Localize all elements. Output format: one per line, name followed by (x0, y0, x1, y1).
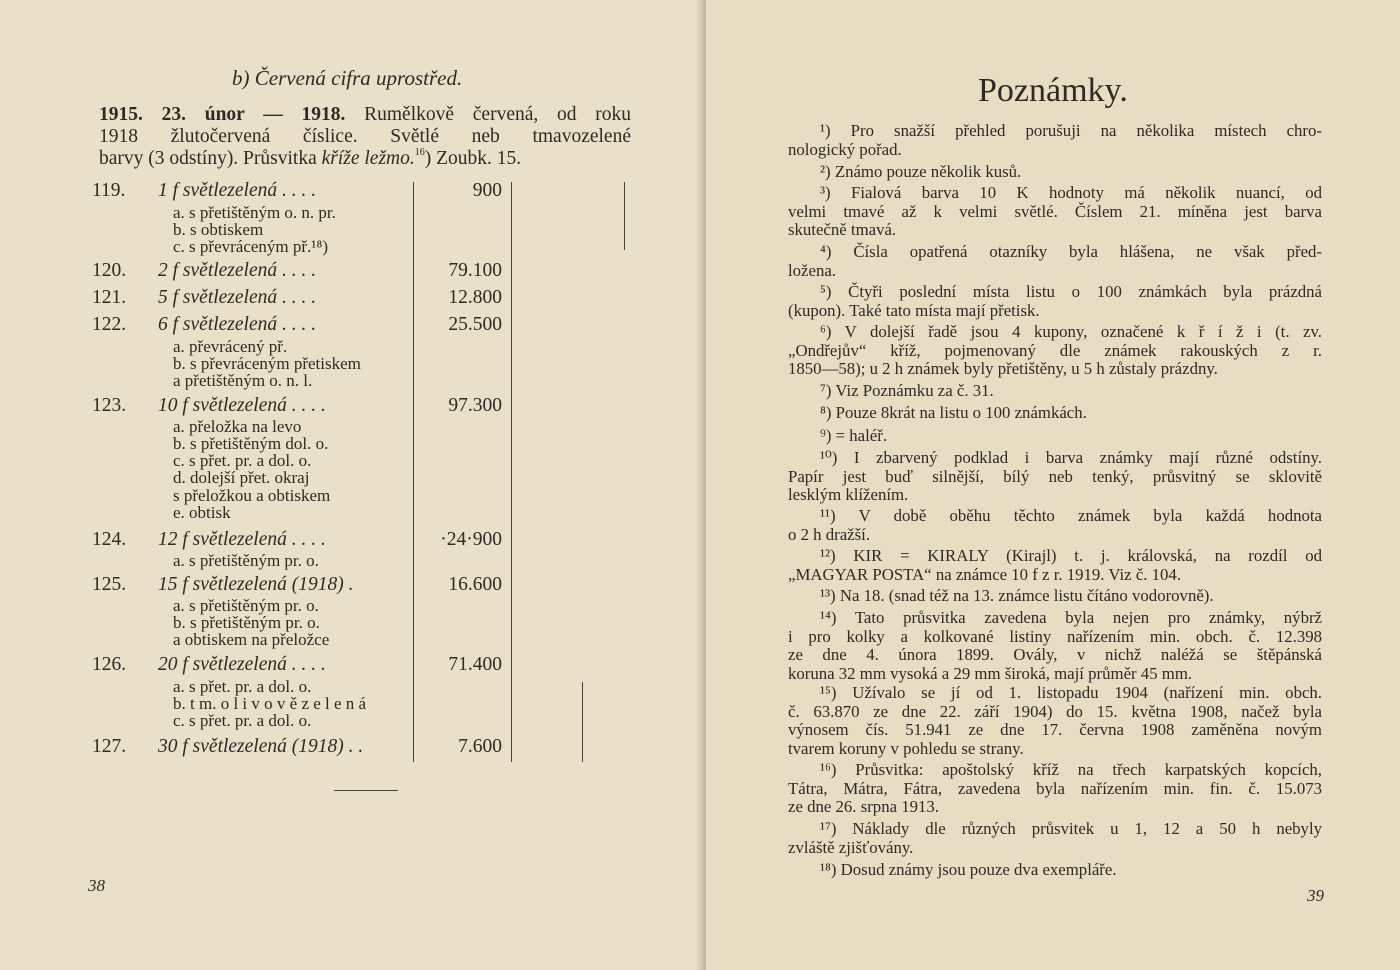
row-number: 121. (92, 287, 127, 308)
row-description: 6 f světlezelená . . . . (158, 314, 317, 335)
variant-item: c. s převráceným př.¹⁸) (173, 237, 328, 256)
intro-watermark: kříže ležmo. (321, 148, 415, 169)
footnote (788, 122, 1322, 159)
footnote-line: „Ondřejův“ kříž, pojmenovaný dle známek rakouských z r. (788, 340, 1322, 360)
footnote-line: ¹⁷) Náklady dle různých průsvitek u 1, 12 a 50 h nebyly (820, 819, 1322, 838)
variant-item: b. s převráceným přetiskem (173, 354, 361, 373)
row-description: 1 f světlezelená . . . . (158, 180, 317, 201)
footnote (788, 547, 1322, 584)
variant-item: b. t m. o l i v o v ě z e l e n á (173, 694, 367, 713)
row-value: 12.800 (448, 287, 502, 308)
page-number-right: 39 (1307, 886, 1324, 905)
footnote-line: ¹²) KIR = KIRALY (Kirajl) t. j. královská, na rozdíl od (820, 546, 1322, 565)
variant-item: a. převrácený př. (173, 337, 288, 356)
variant-item: a. s přet. pr. a dol. o. (173, 677, 312, 696)
footnote-line: ze dne 26. srpna 1913. (788, 797, 939, 817)
variant-item: a. přeložka na levo (173, 417, 302, 436)
intro-line3a: barvy (3 odstíny). Průsvitka (99, 148, 322, 169)
footnote-line: nologický pořad. (788, 139, 902, 159)
footnote-line: ⁷) Viz Poznámku za č. 31. (820, 381, 994, 400)
row-value: 25.500 (448, 314, 502, 335)
footnote-line: koruna 32 mm vysoká a 29 mm široká, mají průměr 45 mm. (788, 663, 1193, 683)
intro-date: 1915. 23. únor — 1918. (99, 104, 346, 125)
footnote-line: ¹⁴) Tato průsvitka zavedena byla nejen pro známky, nýbrž (820, 608, 1322, 627)
footnote (788, 820, 1322, 857)
row-value: 900 (472, 180, 502, 201)
row-number: 123. (92, 395, 127, 416)
footnote-line: velmi tmavé až k velmi světlé. Číslem 21. míněna jest barva (788, 201, 1322, 221)
footnote-line: lesklým klížením. (788, 485, 909, 505)
footnote (788, 323, 1322, 379)
footnote (788, 684, 1322, 758)
footnote (788, 587, 1322, 606)
row-number: 126. (92, 654, 127, 675)
notes-title: Poznámky. (978, 72, 1128, 109)
intro-line2: 1918 žlutočervená číslice. Světlé neb tmavozelené (99, 126, 631, 147)
footnote-line: o 2 h dražší. (788, 524, 871, 544)
footnote (788, 507, 1322, 544)
footnote-line: ³) Fialová barva 10 K hodnoty má několik nuancí, od (820, 183, 1322, 202)
column-rule (511, 182, 512, 762)
variant-item: a. s přetištěným pr. o. (173, 596, 319, 615)
footnote-line: ²) Známo pouze několik kusů. (820, 162, 1022, 181)
footnote-line: ⁶) V dolejší řadě jsou 4 kupony, označené k ř í ž i (t. zv. (820, 322, 1322, 341)
footnote (788, 404, 1322, 423)
footnote-line: ložena. (788, 260, 836, 280)
footnote-line: ⁴) Čísla opatřená otazníky byla hlášena, ne však před- (820, 242, 1322, 261)
row-description: 15 f světlezelená (1918) . (158, 574, 354, 595)
footnote (788, 449, 1322, 505)
footnote-ref: 16 (414, 147, 425, 158)
footnote-line: zvláště zjišťovány. (788, 837, 914, 857)
footnote (788, 382, 1322, 401)
row-description: 2 f světlezelená . . . . (158, 260, 317, 281)
intro-line1: Rumělkově červená, od roku (345, 104, 632, 125)
row-number: 122. (92, 314, 127, 335)
footnote (788, 243, 1322, 280)
footnote-line: i pro kolky a kolkované listiny nařízením min. obch. č. 12.398 (788, 626, 1322, 646)
footnote-line: ze dne 4. února 1899. Ovály, v nichž naléžá se štěpánská (788, 645, 1322, 665)
intro-line3b: ) Zoubk. 15. (424, 148, 522, 169)
footnote-line: ¹) Pro snažší přehled porušuji na několika místech chro- (820, 121, 1322, 140)
variant-item: b. s obtiskem (173, 220, 264, 239)
footnote-line: ¹⁰) I zbarvený podklad i barva známky mají různé odstíny. (820, 448, 1322, 467)
column-rule (413, 182, 414, 762)
variant-item: c. s přet. pr. a dol. o. (173, 451, 312, 470)
row-value: 79.100 (448, 260, 502, 281)
footnote (788, 861, 1322, 880)
row-value: 97.300 (448, 395, 502, 416)
footnote (788, 283, 1322, 320)
footnote (788, 163, 1322, 182)
footnote (788, 609, 1322, 683)
variant-item: b. s přetištěným pr. o. (173, 613, 320, 632)
footnote (788, 184, 1322, 240)
variant-item: a přetištěným o. n. l. (173, 371, 313, 390)
footnote-line: č. 63.870 ze dne 22. září 1904) do 15. května 1908, načež byla (788, 701, 1322, 721)
row-description: 10 f světlezelená . . . . (158, 395, 326, 416)
footnote-line: Papír jest buď silnější, bílý neb tenký, průsvitný se sklovitě (788, 466, 1322, 486)
footnote-line: tvarem koruny v pohledu se strany. (788, 738, 1024, 758)
row-number: 120. (92, 260, 127, 281)
row-value: 16.600 (448, 574, 502, 595)
footnote-line: ⁸) Pouze 8krát na listu o 100 známkách. (820, 403, 1087, 422)
variant-item: b. s přetištěným dol. o. (173, 434, 329, 453)
footnote (788, 761, 1322, 817)
variant-item: a. s přetištěným o. n. pr. (173, 203, 336, 222)
footnote-line: (kupon). Také tato místa mají přetisk. (788, 300, 1040, 320)
footnote (788, 427, 1322, 446)
row-description: 20 f světlezelená . . . . (158, 654, 326, 675)
page-number-left: 38 (88, 876, 105, 895)
footnote-line: ¹³) Na 18. (snad též na 13. známce listu čítáno vodorovně). (820, 586, 1214, 605)
footnote-line: ⁵) Čtyři poslední místa listu o 100 známkách byla prázdná (820, 282, 1322, 301)
column-rule (624, 182, 625, 250)
footnote-line: ¹¹) V době oběhu těchto známek byla každá hodnota (820, 506, 1322, 525)
footnote-line: ⁹) = haléř. (820, 426, 888, 445)
footnote-line: ¹⁸) Dosud známy jsou pouze dva exempláře. (820, 860, 1117, 879)
row-number: 125. (92, 574, 127, 595)
footnote-line: skutečně tmavá. (788, 220, 897, 240)
footnote-line: výnosem čís. 51.941 ze dne 17. června 1908 zaměněna novým (788, 720, 1322, 740)
variant-item: s přeložkou a obtiskem (173, 486, 331, 505)
variant-item: d. dolejší přet. okraj (173, 468, 310, 487)
footnote-line: ¹⁵) Užívalo se jí od 1. listopadu 1904 (nařízení min. obch. (820, 683, 1322, 702)
footnote-line: Tátra, Mátra, Fátra, zavedena byla nařízením min. fin. č. 15.073 (788, 778, 1322, 798)
row-description: 12 f světlezelená . . . . (158, 529, 326, 550)
section-heading: b) Červená cifra uprostřed. (232, 66, 463, 90)
intro-paragraph (99, 104, 631, 170)
row-number: 124. (92, 529, 127, 550)
footnote-line: ¹⁶) Průsvitka: apoštolský kříž na třech karpatských kopcích, (820, 760, 1322, 779)
end-rule (334, 790, 398, 791)
row-description: 30 f světlezelená (1918) . . (158, 736, 364, 757)
variant-item: a obtiskem na přeložce (173, 630, 330, 649)
row-description: 5 f světlezelená . . . . (158, 287, 317, 308)
variant-item: c. s přet. pr. a dol. o. (173, 711, 312, 730)
footnote-line: „MAGYAR POSTA“ na známce 10 f z r. 1919. Viz č. 104. (788, 564, 1182, 584)
variant-item: a. s přetištěným pr. o. (173, 551, 319, 570)
column-rule (582, 682, 583, 762)
row-value: ·24·900 (440, 529, 502, 550)
variant-item: e. obtisk (173, 503, 231, 522)
row-value: 71.400 (448, 654, 502, 675)
row-number: 127. (92, 736, 127, 757)
row-value: 7.600 (458, 736, 502, 757)
footnote-line: 1850—58); u 2 h známek byly přetištěny, u 5 h zůstaly prázdny. (788, 359, 1218, 379)
row-number: 119. (92, 180, 126, 201)
